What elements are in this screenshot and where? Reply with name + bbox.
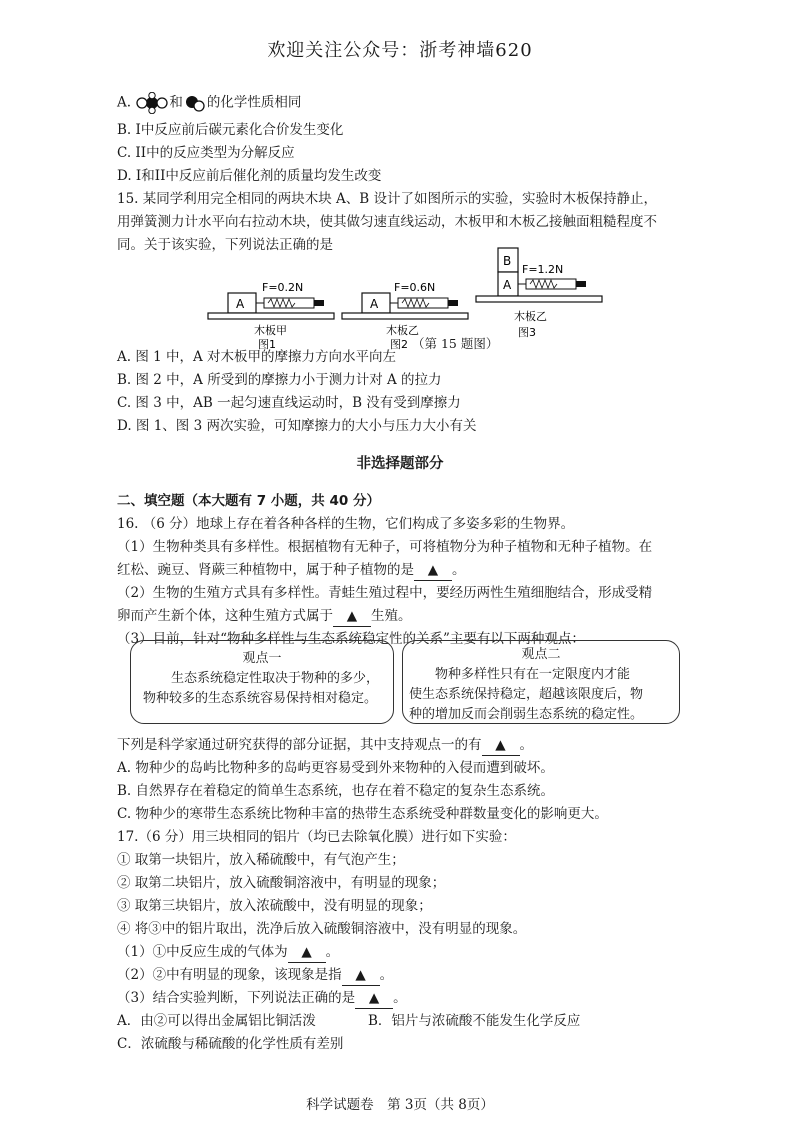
answer-blank: ▲ — [355, 988, 393, 1009]
q16-p3-question: 下列是科学家通过研究获得的部分证据，其中支持观点一的有 ▲ 。 — [117, 735, 533, 756]
q16-option-a: A. 物种少的岛屿比物种多的岛屿更容易受到外来物种的入侵而遭到破坏。 — [117, 760, 554, 776]
viewpoint-two-line1: 物种多样性只有在一定限度内才能 — [435, 667, 631, 682]
q17-step2: ② 取第二块铝片，放入硫酸铜溶液中，有明显的现象； — [117, 875, 446, 891]
q16-p1-line2: 红松、豌豆、肾蕨三种植物中，属于种子植物的是 ▲ 。 — [117, 560, 466, 581]
viewpoint-one-box — [130, 640, 394, 724]
q16-p3-line1: （3）目前，针对“物种多样性与生态系统稳定性的关系”主要有以下两种观点： — [117, 631, 585, 647]
answer-blank: ▲ — [288, 942, 326, 963]
molecule-icon-2 — [183, 92, 207, 114]
svg-text:A: A — [236, 297, 245, 311]
figure-3 — [476, 248, 602, 339]
svg-text:A: A — [370, 297, 379, 311]
svg-text:B: B — [503, 254, 512, 268]
q17-option-a: A．由②可以得出金属铝比铜活泼 — [117, 1013, 316, 1029]
viewpoint-two-line2: 使生态系统保持稳定，超越该限度后，物 — [409, 687, 644, 702]
page-footer: 科学试题卷 第 3页（共 8页） — [306, 1097, 494, 1113]
board-label-2: 木板乙 — [386, 324, 419, 337]
q16-option-c: C. 物种少的寒带生态系统比物种丰富的热带生态系统受种群数量变化的影响更大。 — [117, 806, 608, 822]
watermark-header: 欢迎关注公众号：浙考神墙620 — [267, 40, 533, 61]
q14-option-b: B. I中反应前后碳元素化合价发生变化 — [117, 122, 344, 138]
answer-blank: ▲ — [342, 965, 380, 986]
q17-option-b: B．铝片与浓硫酸不能发生化学反应 — [368, 1013, 581, 1029]
q15-option-d: D. 图 1、图 3 两次实验，可知摩擦力的大小与压力大小有关 — [117, 418, 477, 434]
q16-p1-line1: （1）生物种类具有多样性。根据植物有无种子，可将植物分为种子植物和无种子植物。在 — [117, 539, 653, 555]
force-label-3: F=1.2N — [522, 263, 564, 276]
q17-step3: ③ 取第三块铝片，放入浓硫酸中，没有明显的现象； — [117, 898, 432, 914]
q17-p3: （3）结合实验判断，下列说法正确的是 ▲ 。 — [117, 988, 407, 1009]
svg-text:A: A — [503, 278, 512, 292]
q17-option-c: C．浓硫酸与稀硫酸的化学性质有差别 — [117, 1036, 344, 1052]
figure-label-3: 图3 — [518, 326, 536, 339]
q17-step1: ① 取第一块铝片，放入稀硫酸中，有气泡产生； — [117, 852, 405, 868]
q15-stem-line1: 15. 某同学利用完全相同的两块木块 A、B 设计了如图所示的实验，实验时木板保持静止， — [117, 191, 658, 207]
q15-option-c: C. 图 3 中，AB 一起匀速直线运动时，B 没有受到摩擦力 — [117, 395, 461, 411]
q15-option-b: B. 图 2 中，A 所受到的摩擦力小于测力计对 A 的拉力 — [117, 372, 442, 388]
q16-option-b: B. 自然界存在着稳定的简单生态系统，也存在着不稳定的复杂生态系统。 — [117, 783, 555, 799]
q17-step4: ④ 将③中的铝片取出，洗净后放入硫酸铜溶液中，没有明显的现象。 — [117, 921, 527, 937]
answer-blank: ▲ — [333, 606, 371, 627]
q15-stem-line2: 用弹簧测力计水平向右拉动木块，使其做匀速直线运动，木板甲和木板乙接触面粗糙程度不 — [117, 214, 657, 230]
section-title: 非选择题部分 — [356, 456, 444, 472]
q17-stem: 17.（6 分）用三块相同的铝片（均已去除氧化膜）进行如下实验： — [117, 829, 516, 845]
figure-label-1: 图1 — [258, 338, 276, 350]
viewpoint-one-line2: 物种较多的生态系统容易保持相对稳定。 — [143, 691, 378, 706]
answer-blank: ▲ — [414, 560, 452, 581]
q15-figure-caption: （第 15 题图） — [412, 336, 499, 351]
q14-option-d: D. I和II中反应前后催化剂的质量均发生改变 — [117, 168, 382, 184]
figure-1 — [208, 281, 334, 350]
answer-blank: ▲ — [482, 735, 520, 756]
figure-label-2: 图2 — [390, 338, 408, 350]
q14-option-a: A. 和 的化学性质相同 — [117, 92, 301, 114]
force-label-1: F=0.2N — [262, 281, 304, 294]
q17-p2: （2）②中有明显的现象，该现象是指 ▲ 。 — [117, 965, 393, 986]
viewpoint-two-line3: 种的增加反而会削弱生态系统的稳定性。 — [409, 707, 644, 722]
viewpoint-two-title: 观点二 — [521, 647, 561, 662]
q16-p2-line1: （2）生物的生殖方式具有多样性。青蛙生殖过程中，要经历两性生殖细胞结合，形成受精 — [117, 585, 653, 601]
molecule-icon-1 — [135, 92, 169, 114]
q14-option-c: C. II中的反应类型为分解反应 — [117, 145, 295, 161]
viewpoint-one-line1: 生态系统稳定性取决于物种的多少， — [171, 671, 380, 686]
q17-p1: （1）①中反应生成的气体为 ▲ 。 — [117, 942, 339, 963]
force-label-2: F=0.6N — [394, 281, 436, 294]
q16-p2-line2: 卵而产生新个体，这种生殖方式属于 ▲ 生殖。 — [117, 606, 412, 627]
board-label-3: 木板乙 — [514, 310, 547, 323]
board-label-1: 木板甲 — [254, 324, 287, 337]
part2-title: 二、填空题（本大题有 7 小题，共 40 分） — [117, 493, 380, 509]
q16-stem: 16. （6 分）地球上存在着各种各样的生物，它们构成了多姿多彩的生物界。 — [117, 516, 575, 532]
q15-stem-line3: 同。关于该实验，下列说法正确的是 — [117, 237, 333, 253]
viewpoint-one-title: 观点一 — [242, 651, 282, 666]
viewpoint-two-box — [402, 640, 680, 724]
q15-option-a: A. 图 1 中，A 对木板甲的摩擦力方向水平向左 — [117, 349, 397, 365]
q15-figure — [200, 240, 620, 350]
